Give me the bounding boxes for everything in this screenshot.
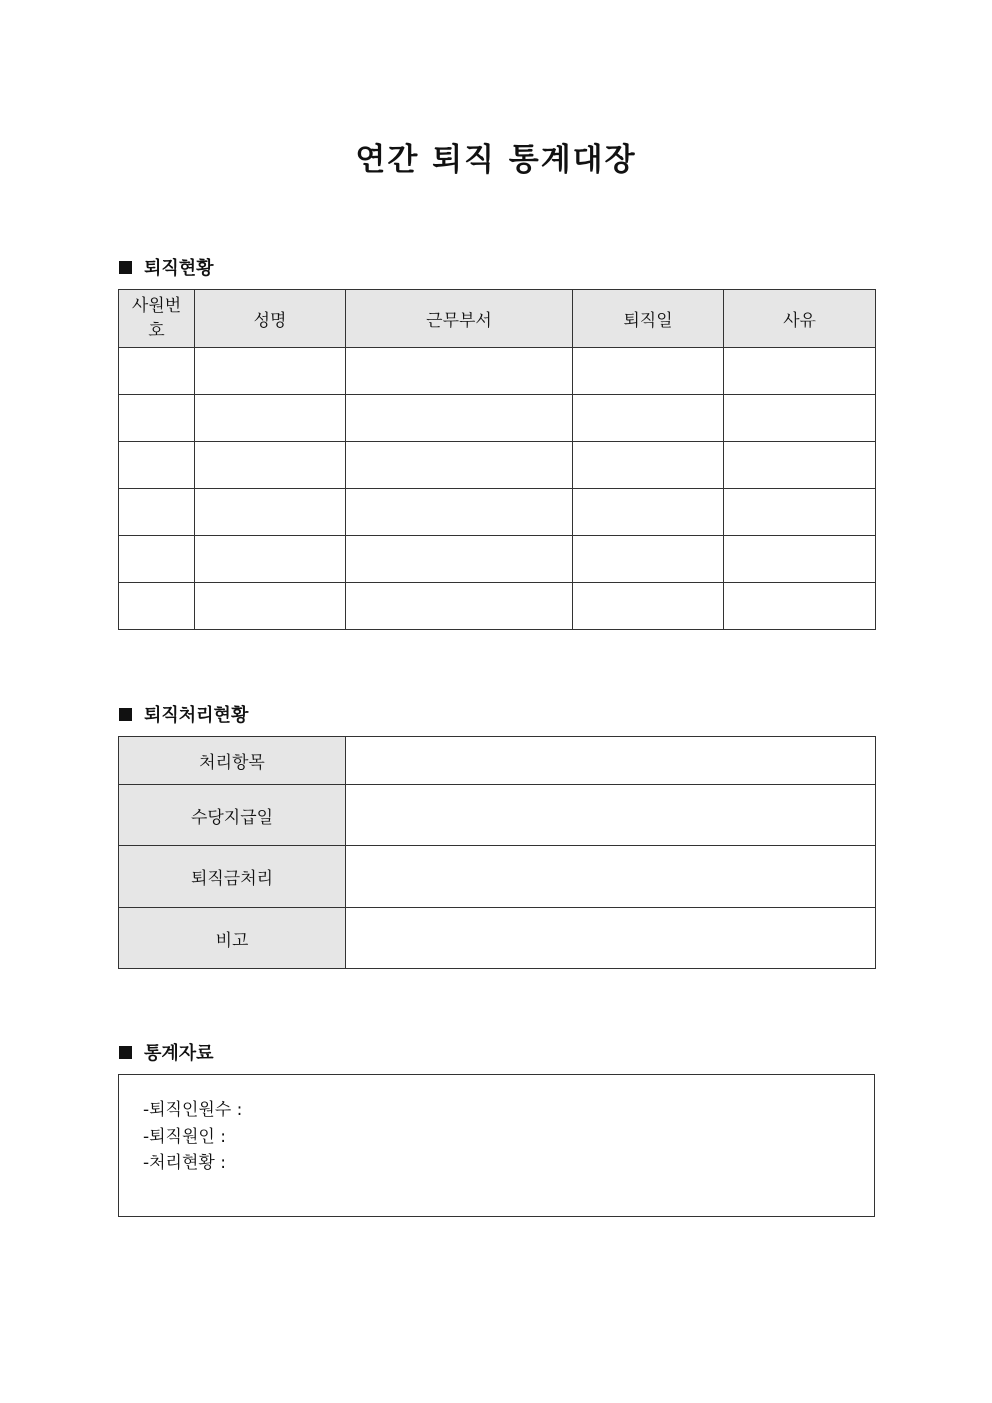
table-cell[interactable] — [346, 583, 573, 630]
row-label-severance-processing: 퇴직금처리 — [119, 846, 346, 908]
table-cell[interactable] — [573, 489, 724, 536]
table-row — [119, 536, 876, 583]
table-cell[interactable] — [346, 348, 573, 395]
square-bullet-icon — [119, 1046, 132, 1059]
row-label-processing-item: 처리항목 — [119, 737, 346, 785]
table-cell[interactable] — [724, 442, 876, 489]
stat-line-retiree-count: -퇴직인원수 : — [143, 1100, 243, 1120]
table-row — [119, 737, 876, 785]
stat-line-processing-status: -처리현황 : — [143, 1153, 226, 1173]
column-header-reason: 사유 — [724, 290, 876, 348]
table-cell[interactable] — [346, 442, 573, 489]
table-row — [119, 489, 876, 536]
table-cell[interactable] — [724, 536, 876, 583]
allowance-payment-date-value[interactable] — [346, 785, 876, 846]
square-bullet-icon — [119, 708, 132, 721]
table-cell[interactable] — [119, 395, 195, 442]
table-row — [119, 908, 876, 969]
row-label-allowance-payment-date: 수당지급일 — [119, 785, 346, 846]
section-heading-label: 퇴직처리현황 — [144, 705, 249, 726]
table-cell[interactable] — [119, 348, 195, 395]
remarks-value[interactable] — [346, 908, 876, 969]
section-heading-label: 퇴직현황 — [144, 258, 214, 279]
section-heading-statistics — [119, 1039, 214, 1065]
processing-status-table — [118, 736, 876, 969]
column-header-name: 성명 — [195, 290, 346, 348]
column-header-retirement-date: 퇴직일 — [573, 290, 724, 348]
table-cell[interactable] — [119, 442, 195, 489]
table-cell[interactable] — [195, 395, 346, 442]
table-row — [119, 348, 876, 395]
section-heading-label: 통계자료 — [144, 1043, 214, 1064]
table-cell[interactable] — [346, 536, 573, 583]
square-bullet-icon — [119, 261, 132, 274]
page-title: 연간 퇴직 통계대장 — [355, 142, 637, 178]
table-cell[interactable] — [119, 489, 195, 536]
table-cell[interactable] — [573, 442, 724, 489]
table-row — [119, 583, 876, 630]
processing-item-value[interactable] — [346, 737, 876, 785]
table-cell[interactable] — [195, 489, 346, 536]
table-cell[interactable] — [119, 536, 195, 583]
table-row — [119, 785, 876, 846]
table-cell[interactable] — [724, 489, 876, 536]
table-cell[interactable] — [119, 583, 195, 630]
table-cell[interactable] — [724, 348, 876, 395]
table-cell[interactable] — [724, 395, 876, 442]
row-label-remarks: 비고 — [119, 908, 346, 969]
retirement-status-table — [118, 289, 876, 630]
table-cell[interactable] — [195, 348, 346, 395]
table-row — [119, 442, 876, 489]
table-row — [119, 846, 876, 908]
severance-processing-value[interactable] — [346, 846, 876, 908]
table-cell[interactable] — [724, 583, 876, 630]
table-cell[interactable] — [573, 536, 724, 583]
table-cell[interactable] — [573, 583, 724, 630]
table-row — [119, 395, 876, 442]
table-cell[interactable] — [195, 536, 346, 583]
table-cell[interactable] — [573, 395, 724, 442]
stat-line-retirement-cause: -퇴직원인 : — [143, 1127, 226, 1147]
section-heading-processing-status — [119, 701, 248, 727]
column-header-employee-number: 사원번 호 — [119, 290, 195, 348]
table-cell[interactable] — [195, 583, 346, 630]
table-cell[interactable] — [346, 395, 573, 442]
table-cell[interactable] — [346, 489, 573, 536]
table-cell[interactable] — [573, 348, 724, 395]
statistics-box[interactable] — [118, 1074, 875, 1217]
column-header-department: 근무부서 — [346, 290, 573, 348]
section-heading-retirement-status — [119, 254, 214, 280]
table-cell[interactable] — [195, 442, 346, 489]
